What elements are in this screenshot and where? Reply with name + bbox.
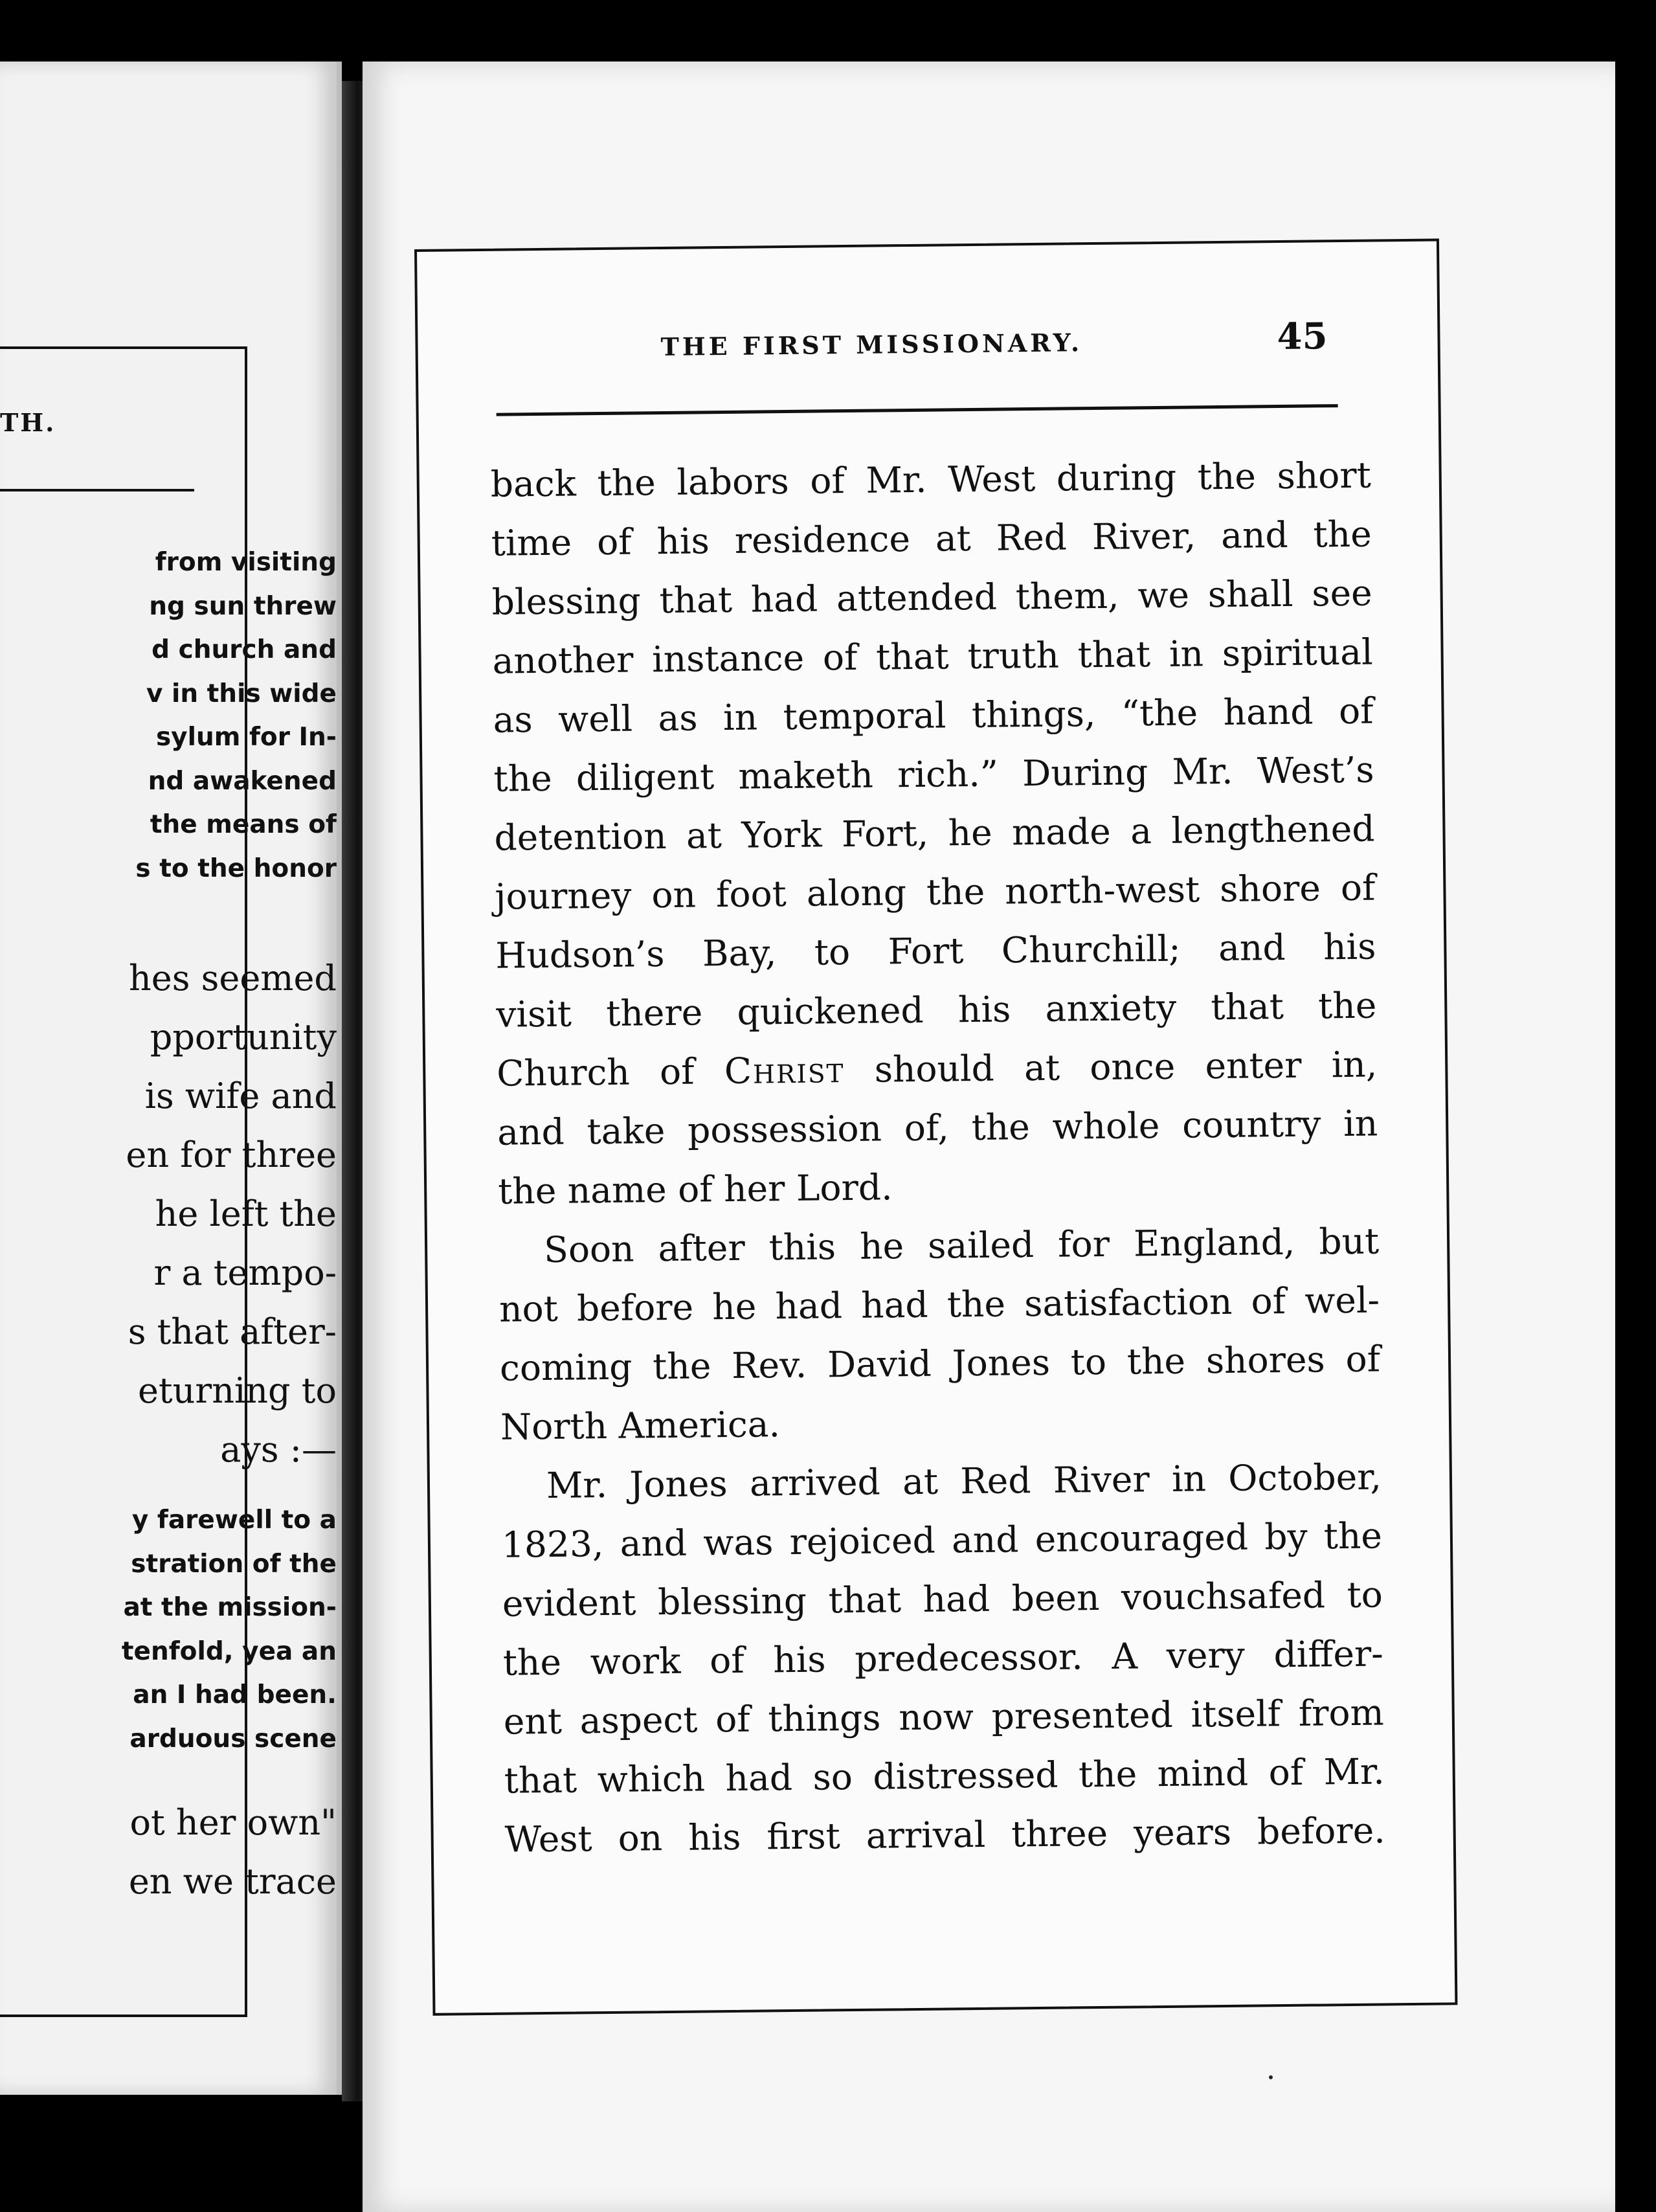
left-line: at the mission- (123, 1593, 337, 1622)
left-line: s that after- (128, 1311, 337, 1352)
text-line: and take possession of, the whole country in (497, 1102, 1378, 1153)
left-running-head: TH. (0, 408, 56, 437)
small-caps-christ: Christ (724, 1049, 845, 1092)
paragraph-start-line: Mr. Jones arrived at Red River in October, (546, 1456, 1382, 1506)
left-line: an I had been. (133, 1680, 337, 1710)
head-rule (497, 404, 1338, 416)
text-line: not before he had had the satisfaction of wel- (498, 1279, 1380, 1330)
text-line: coming the Rev. David Jones to the shores of (499, 1338, 1381, 1389)
left-line: r a tempo- (153, 1252, 337, 1293)
left-page-text (97, 541, 337, 1911)
left-line: sylum for In- (155, 723, 337, 752)
left-line: v in this wide (146, 679, 337, 708)
text-line: North America. (500, 1403, 781, 1448)
text-line: that which had so distressed the mind of Mr. (504, 1750, 1385, 1801)
text-line: the diligent maketh rich.” During Mr. West’s (493, 749, 1374, 800)
left-line: s to the honor (135, 853, 337, 883)
page-number: 45 (1277, 315, 1328, 359)
body-text (490, 446, 1385, 1869)
text-line: detention at York Fort, he made a lengthened (494, 807, 1375, 859)
left-line: ays :— (220, 1429, 337, 1470)
left-line: d church and (151, 635, 337, 664)
left-line: he left the (155, 1193, 337, 1234)
right-page (363, 62, 1615, 2212)
text-line: another instance of that truth that in spiritual (492, 631, 1373, 682)
right-page-frame (414, 238, 1457, 2015)
paragraph-start-line: Soon after this he sailed for England, but (543, 1220, 1380, 1270)
text-line: ent aspect of things now presented itself from (503, 1691, 1385, 1743)
left-line: en for three (126, 1134, 337, 1175)
text-line: evident blessing that had been vouchsafed to (502, 1574, 1383, 1625)
text-line: West on his first arrival three years before. (504, 1809, 1385, 1860)
text-fragment: should at once enter in, (844, 1043, 1378, 1091)
left-line: tenfold, yea an (121, 1636, 337, 1666)
left-line: stration of the (131, 1549, 337, 1579)
text-line: 1823, and was rejoiced and encouraged by the (501, 1515, 1383, 1566)
text-fragment: Church of (496, 1050, 725, 1094)
left-line: hes seemed (129, 958, 337, 999)
left-line: nd awakened (148, 766, 337, 796)
left-line: ng sun threw (149, 591, 337, 621)
text-line: visit there quickened his anxiety that the (496, 984, 1377, 1035)
left-line: arduous scene (129, 1724, 337, 1754)
text-line: back the labors of Mr. West during the short (490, 454, 1372, 505)
left-line: en we trace (128, 1861, 337, 1902)
text-line: the name of her Lord. (497, 1166, 893, 1212)
running-head: THE FIRST MISSIONARY. (660, 328, 1083, 362)
left-line: ot her own" (129, 1802, 337, 1843)
left-line: pportunity (150, 1017, 337, 1057)
left-line: is wife and (144, 1076, 337, 1116)
print-speckle (1269, 2075, 1273, 2079)
text-line (497, 1035, 1378, 1103)
text-line: as well as in temporal things, “the hand of (493, 690, 1374, 741)
text-line: the work of his predecessor. A very differ- (502, 1632, 1384, 1684)
text-line: Hudson’s Bay, to Fort Churchill; and his (495, 925, 1376, 976)
left-page (0, 62, 342, 2095)
text-line: journey on foot along the north-west shore of (495, 866, 1376, 918)
left-line: eturning to (137, 1370, 337, 1411)
left-line: from visiting (155, 548, 337, 577)
left-line: the means of (150, 810, 337, 839)
left-line: y farewell to a (131, 1506, 337, 1535)
text-line: blessing that had attended them, we shall see (491, 572, 1372, 623)
text-line: time of his residence at Red River, and the (491, 513, 1372, 564)
left-head-rule (0, 489, 194, 491)
